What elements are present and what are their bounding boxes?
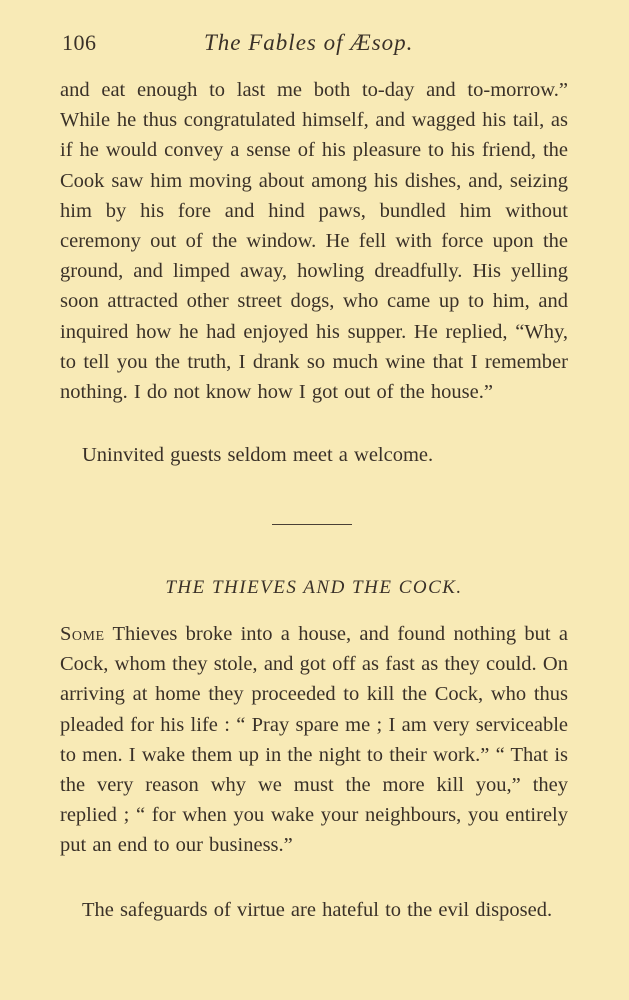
moral-text: Uninvited guests seldom meet a welcome. <box>82 444 434 466</box>
section-divider <box>272 524 352 525</box>
fable-moral <box>60 895 568 925</box>
moral-text: The safeguards of virtue are hateful to the evil disposed. <box>82 899 553 921</box>
page-number: 106 <box>62 30 97 55</box>
opening-word: Some <box>60 623 105 645</box>
paragraph-body <box>60 619 568 861</box>
paragraph-text: Thieves broke into a house, and found nothing but a Cock, whom they stole, and got off as fast as they could. On arriving at home they proceeded to kill the Cock, who thus pleaded for his life : “ Pray spare me ; I am very serviceable to men. I wake them up in the night to their work.” “ That is the very reason why we must the more kill you,” they replied ; “ for when you wake your neighbours, you entirely put an end to our business.” <box>60 623 568 857</box>
fable-continued-moral <box>60 440 568 470</box>
page-header <box>62 30 568 64</box>
fable-continued-paragraph <box>60 75 568 407</box>
fable-paragraph <box>60 619 568 861</box>
paragraph-text: and eat enough to last me both to-day and to-morrow.” While he thus congratulated himself, and wagged his tail, as if he would convey a sense of his pleasure to his friend, the Cook saw him moving about among his dishes, and, seizing him by his fore and hind paws, bundled him without ceremony out of the window. He fell with force upon the ground, and limped away, howling dreadfully. His yelling soon attracted other street dogs, who came up to him, and inquired how he had enjoyed his supper. He replied, “Why, to tell you the truth, I drank so much wine that I remember nothing. I do not know how I got out of the house.” <box>60 79 568 404</box>
running-title: The Fables of Æsop. <box>204 30 414 55</box>
fable-title: THE THIEVES AND THE COCK. <box>165 577 463 598</box>
